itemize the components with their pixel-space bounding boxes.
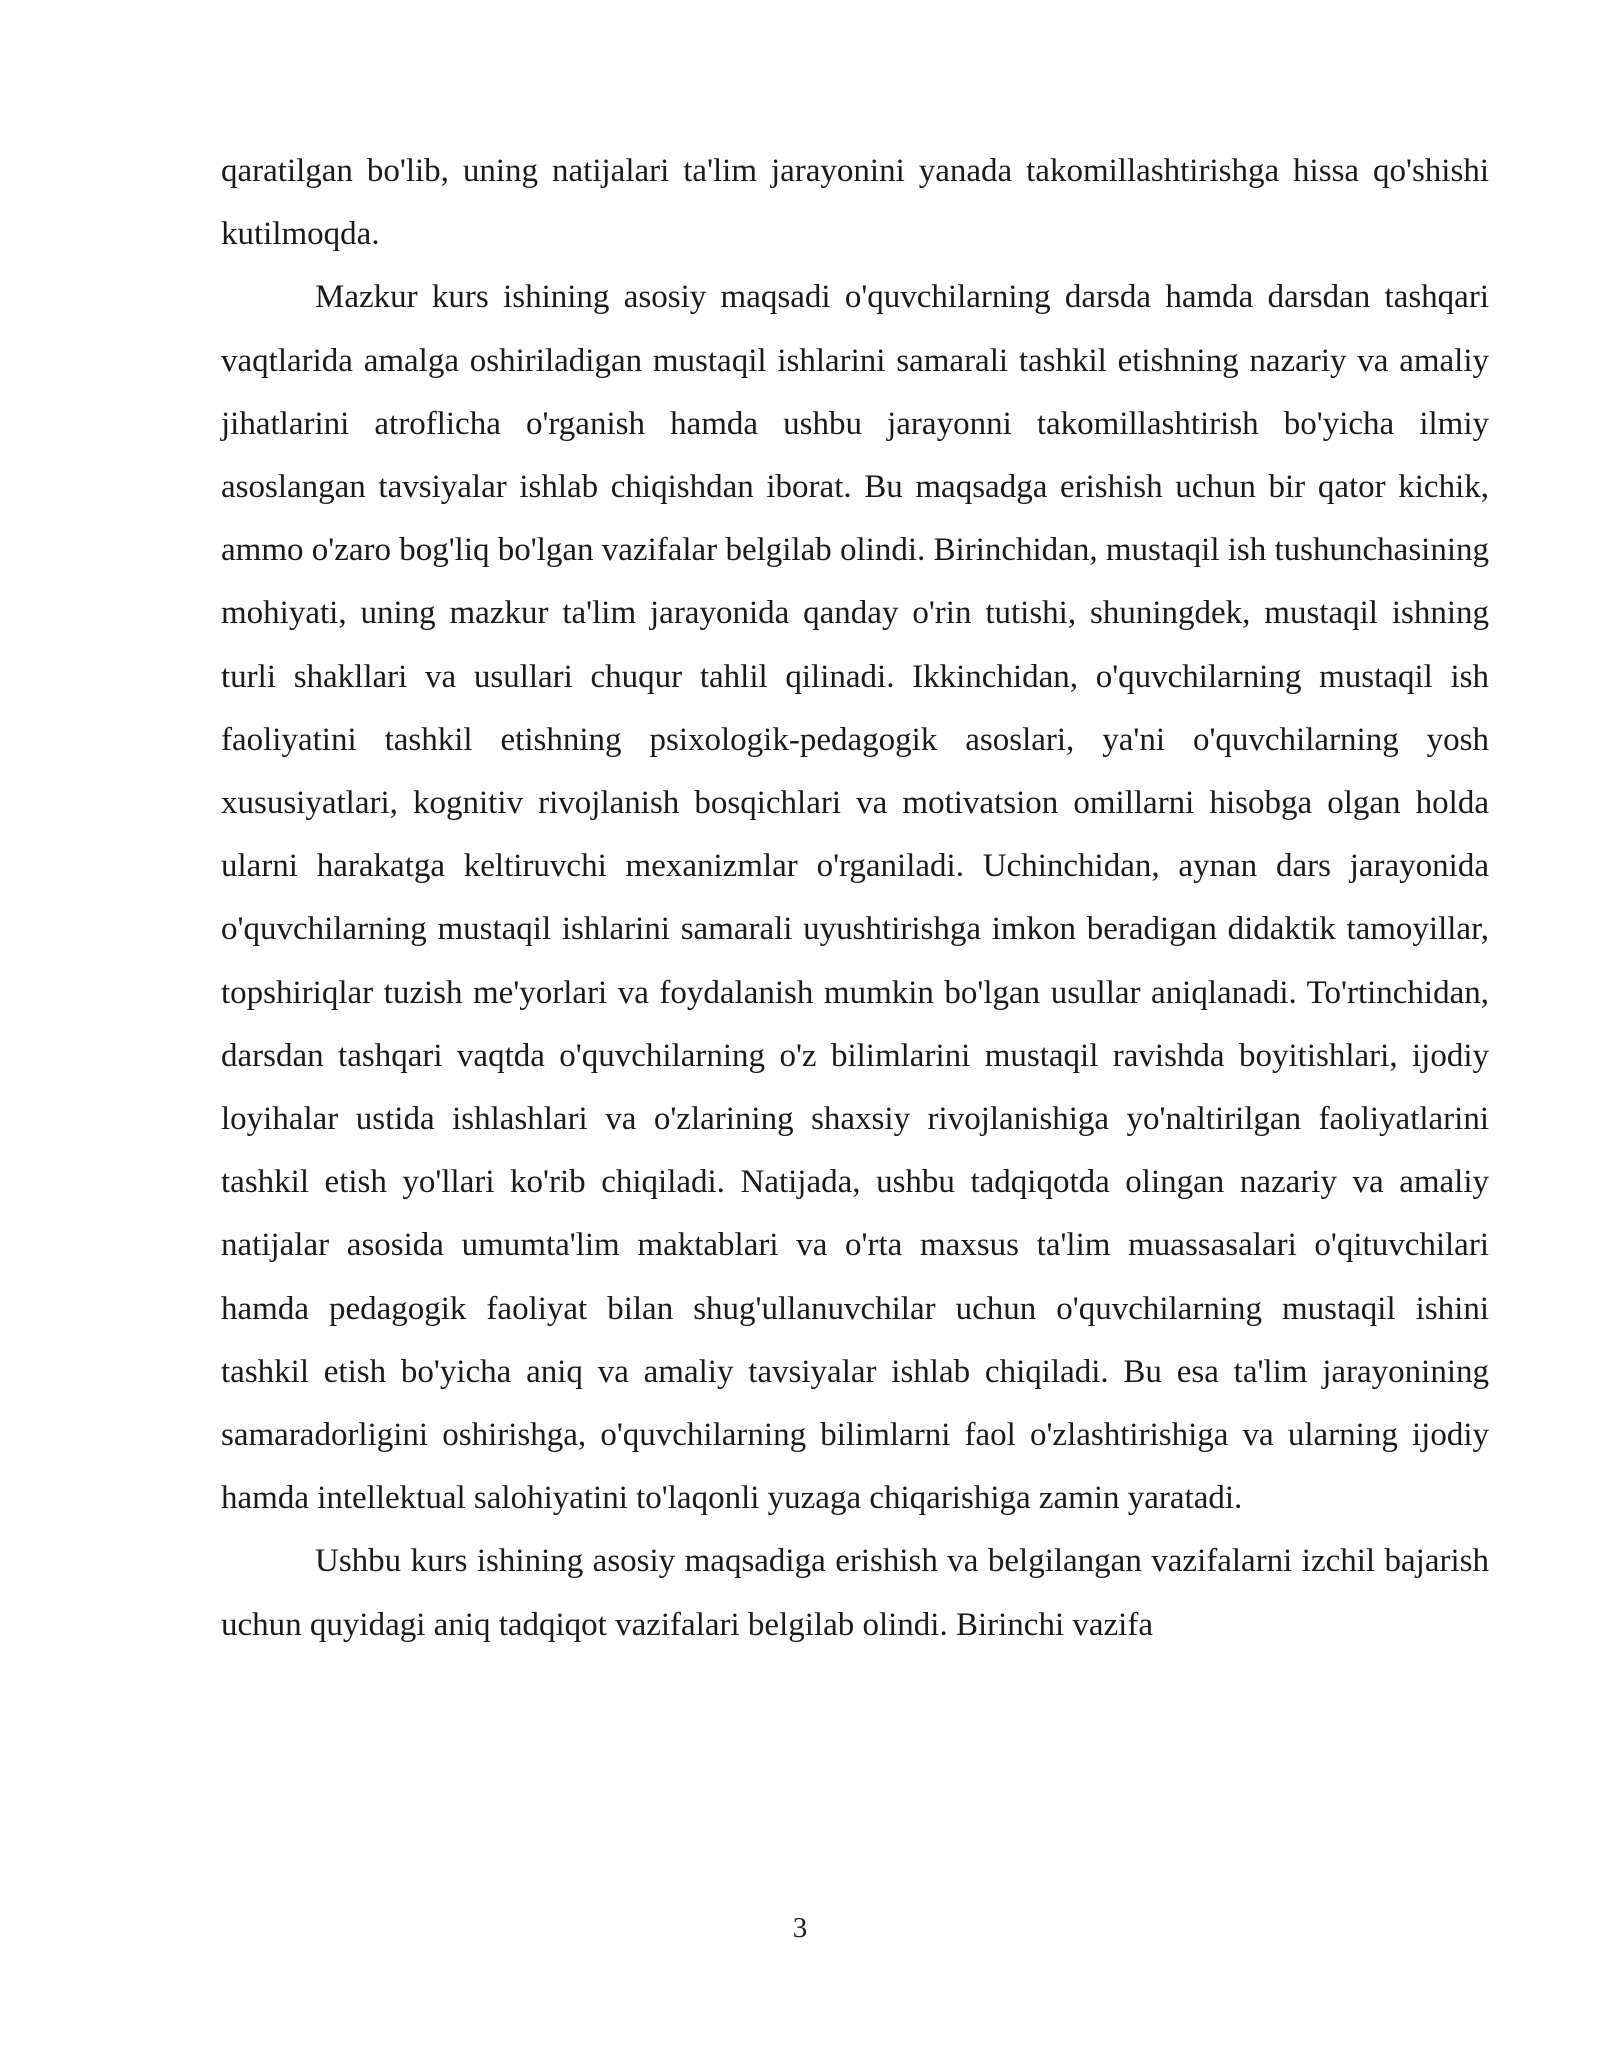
paragraph-aim-and-tasks: Mazkur kurs ishining asosiy maqsadi o'quvchilarning darsda hamda darsdan tashqari vaqtlarida amalga oshiriladigan mustaqil ishlarini samarali tashkil etishning nazariy va amaliy jihatlarini atroflicha o'rganish hamda ushbu jarayonni takomillashtirish bo'yicha ilmiy asoslangan tavsiyalar ishlab chiqishdan iborat. Bu maqsadga erishish uchun bir qator kichik, ammo o'zaro bog'liq bo'lgan vazifalar belgilab olindi. Birinchidan, mustaqil ish tushunchasining mohiyati, uning mazkur ta'lim jarayonida qanday o'rin tutishi, shuningdek, mustaqil ishning turli shakllari va usullari chuqur tahlil qilinadi. Ikkinchidan, o'quvchilarning mustaqil ish faoliyatini tashkil etishning psixologik-pedagogik asoslari, ya'ni o'quvchilarning yosh xususiyatlari, kognitiv rivojlanish bosqichlari va motivatsion omillarni hisobga olgan holda ularni harakatga keltiruvchi mexanizmlar o'rganiladi. Uchinchidan, aynan dars jarayonida o'quvchilarning mustaqil ishlarini samarali uyushtirishga imkon beradigan didaktik tamoyillar, topshiriqlar tuzish me'yorlari va foydalanish mumkin bo'lgan usullar aniqlanadi. To'rtinchidan, darsdan tashqari vaqtda o'quvchilarning o'z bilimlarini mustaqil ravishda boyitishlari, ijodiy loyihalar ustida ishlashlari va o'zlarining shaxsiy rivojlanishiga yo'naltirilgan faoliyatlarini tashkil etish yo'llari ko'rib chiqiladi. Natijada, ushbu tadqiqotda olingan nazariy va amaliy natijalar asosida umumta'lim maktablari va o'rta maxsus ta'lim muassasalari o'qituvchilari hamda pedagogik faoliyat bilan shug'ullanuvchilar uchun o'quvchilarning mustaqil ishini tashkil etish bo'yicha aniq va amaliy tavsiyalar ishlab chiqiladi. Bu esa ta'lim jarayonining samaradorligini oshirishga, o'quvchilarning bilimlarni faol o'zlashtirishiga va ularning ijodiy hamda intellektual salohiyatini to'laqonli yuzaga chiqarishiga zamin yaratadi. [221,279,1489,1517]
page-number: 3 [792,1912,808,1944]
paragraph-continuation: qaratilgan bo'lib, uning natijalari ta'lim jarayonini yanada takomillashtirishga hissa qo'shishi kutilmoqda. [221,153,1489,253]
paragraph-research-tasks: Ushbu kurs ishining asosiy maqsadiga erishish va belgilangan vazifalarni izchil bajarish uchun quyidagi aniq tadqiqot vazifalari belgilab olindi. Birinchi vazifa [221,1543,1489,1643]
body-text [221,140,1489,1657]
